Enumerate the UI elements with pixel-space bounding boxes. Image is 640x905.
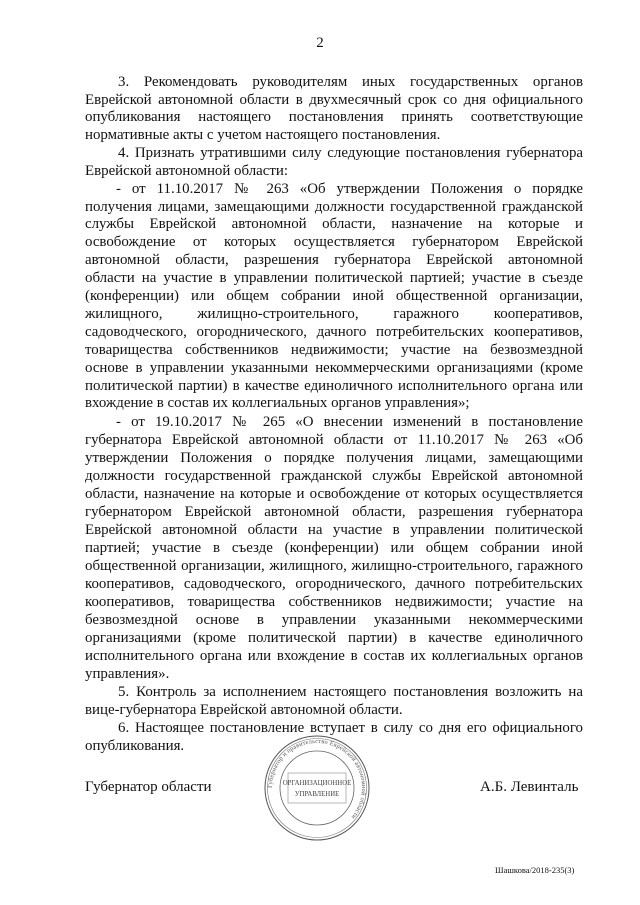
text-line: Еврейской автономной области в двухмесячный срок со дня официального [85,92,583,108]
text-line: опубликования. [85,738,185,754]
text-line: области, назначение на которые и освобождение от которых осуществляется [85,486,583,502]
footer-code: Шашкова/2018-235(3) [495,865,575,875]
stamp-center-line-1: ОРГАНИЗАЦИОННОЕ [282,780,352,787]
text-line: кооперативов, садоводческого, огороднического, дачного потребительских [85,576,583,592]
text-line: Еврейской автономной области: [85,163,288,179]
text-line: должности государственной гражданской службы Еврейской автономной [85,468,583,484]
text-line: политической партии) в качестве единоличного исполнительного органа или [85,378,583,394]
text-line: освобождение от которых осуществляется губернатором Еврейской [85,234,583,250]
text-line: основе в управлении указанными некоммерческими организациями (кроме [85,360,583,376]
page-number: 2 [316,35,324,51]
text-line: кооперативов, товарищества собственников недвижимости; участие на [85,594,583,610]
text-line: Еврейской автономной области на участие в управлении политической [85,522,583,538]
official-stamp [262,733,372,843]
text-line: исполнительного органа или вхождение в состав их коллегиальных органов [85,648,583,664]
text-line: садоводческого, огороднического, дачного потребительских кооперативов, [85,324,583,340]
text-line: вице-губернатора Еврейской автономной области. [85,702,403,718]
text-line: партией; участие в съезде (конференции) или общем собрании иной [85,540,583,556]
text-line: опубликования настоящего постановления принять соответствующие [85,109,583,125]
signature-name: А.Б. Левинталь [480,779,579,795]
text-line: 6. Настоящее постановление вступает в силу со дня его официального [118,720,583,736]
text-line: жилищного, жилищно-строительного, гаражного кооперативов, [85,306,583,322]
text-line: губернатором Еврейской автономной области, разрешения губернатора [85,504,583,520]
text-line: автономной области, разрешения губернатора Еврейской автономной [85,252,583,268]
text-line: управления». [85,666,170,682]
text-line: 3. Рекомендовать руководителям иных государственных органов [118,74,583,90]
text-line: 4. Признать утратившими силу следующие постановления губернатора [118,145,583,161]
text-line: общественной организации, жилищного, жилищно-строительного, гаражного [85,558,583,574]
text-line: утверждении Положения о порядке получения лицами, замещающими [85,450,583,466]
text-line: (конференции) или общем собрании иной общественной организации, [85,288,583,304]
signature-title: Губернатор области [85,779,212,795]
text-line: - от 11.10.2017 № 263 «Об утверждении Положения о порядке [116,181,583,197]
text-line: области на участие в управлении политической партией; участие в съезде [85,270,583,286]
stamp-center-line-2: УПРАВЛЕНИЕ [294,791,340,798]
text-line: организациями (кроме политической партии) в качестве единоличного [85,630,583,646]
text-line: безвозмездной основе в управлении указанными некоммерческими [85,612,583,628]
text-line: получения лицами, замещающими должности государственной гражданской [85,199,583,215]
text-line: службы Еврейской автономной области, назначение на которые и [85,216,583,232]
text-line: нормативные акты с учетом настоящего постановления. [85,127,441,143]
text-line: 5. Контроль за исполнением настоящего постановления возложить на [118,684,583,700]
text-line: вхождение в состав их коллегиальных органов управления»; [85,395,470,411]
text-line: губернатора Еврейской автономной области от 11.10.2017 № 263 «Об [85,432,583,448]
stamp-ring-text: Губернатор и правительство Еврейской автономной области [266,737,368,821]
text-line: товарищества собственников недвижимости; участие на безвозмездной [85,342,583,358]
text-line: - от 19.10.2017 № 265 «О внесении изменений в постановление [116,414,583,430]
